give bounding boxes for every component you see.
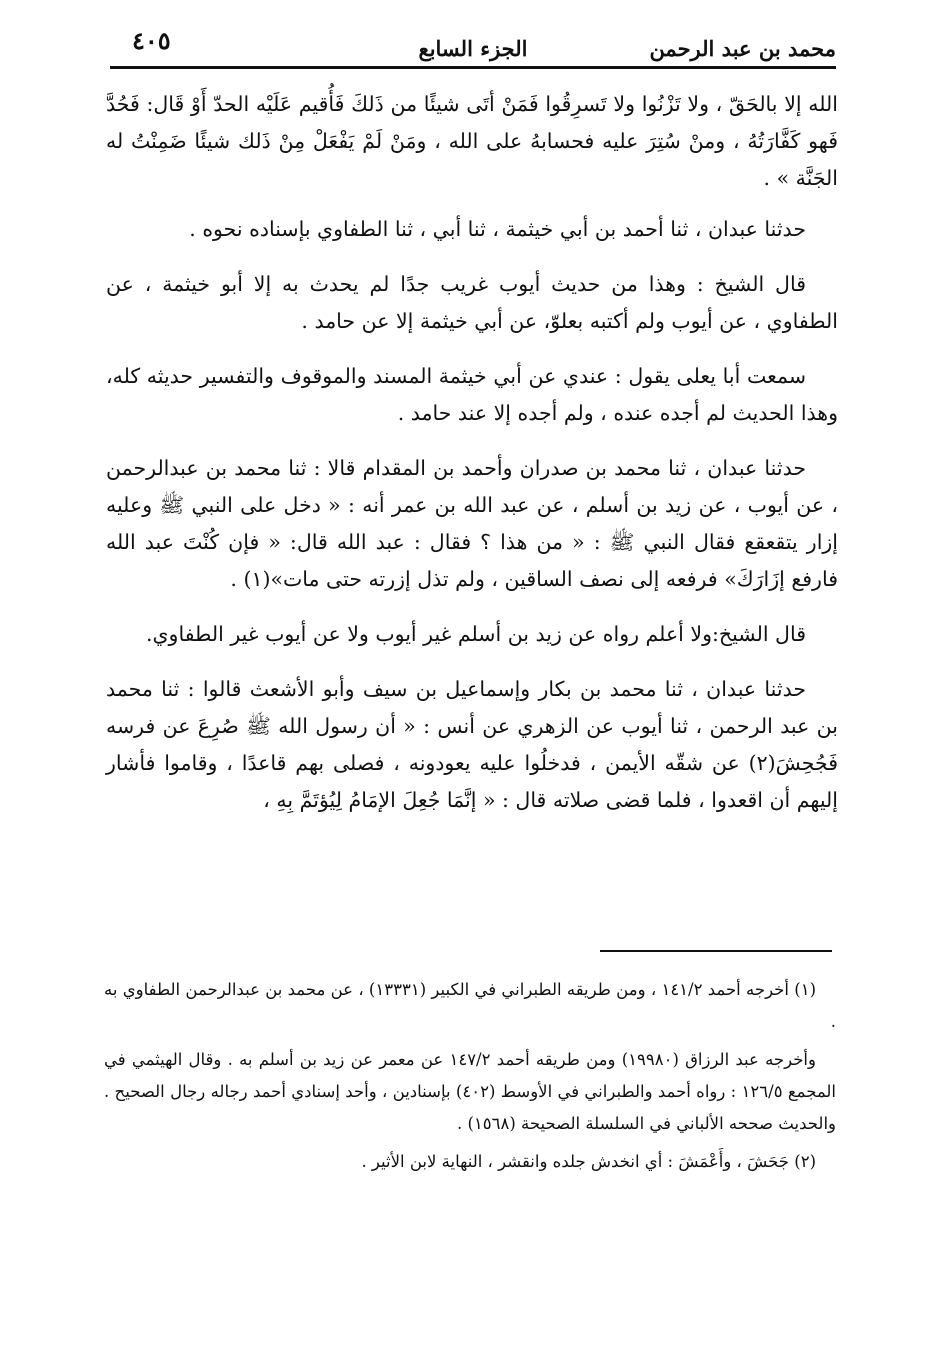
page-number: ٤٠٥ [132, 26, 171, 55]
paragraph-hadith-izar: حدثنا عبدان ، ثنا محمد بن صدران وأحمد بن المقدام قالا : ثنا محمد بن عبدالرحمن ، عن أيوب ، عن زيد بن أسلم ، عن عبد الله بن عمر أنه : « دخل على النبي ﷺ وعليه إزار يتقعقع فقال النبي ﷺ : « من هذا ؟ فقال : عبد الله قال: « فإن كُنْتَ عبد الله فارفع إزَارَكَ» فرفعه إلى نصف الساقين ، ولم تذل إزرته حتى مات»(١) . [106, 456, 838, 591]
header-author: محمد بن عبد الرحمن [649, 36, 836, 61]
paragraph-hadith-continuation: الله إلا بالحَقّ ، ولا تَزْنُوا ولا تَسرِقُوا فَمَنْ أتَى شيئًا من ذَلكَ فَأُقيم عَلَيْه الحدّ أَوْ قَال: فَحُدَّ فَهو كَفَّارَتُهُ ، ومنْ سُتِرَ عليه فحسابهُ على الله ، ومَنْ لَمْ يَفْعَلْ مِنْ ذَلك شيئًا ضَمِنْتُ له الجَنَّة » . [106, 92, 838, 190]
paragraph-isnad-abdan: حدثنا عبدان ، ثنا أحمد بن أبي خيثمة ، ثنا أبي ، ثنا الطفاوي بإسناده نحوه . [189, 217, 806, 241]
paragraph-sheikh-comment-2: قال الشيخ:ولا أعلم رواه عن زيد بن أسلم غير أيوب ولا عن أيوب غير الطفاوي. [145, 622, 806, 646]
footnote-1: (١) أخرجه أحمد ١٤١/٢ ، ومن طريقه الطبراني في الكبير (١٣٣٣١) ، عن محمد بن عبدالرحمن الطفاوي به . [104, 980, 836, 1031]
header-part-title: الجزء السابع [418, 36, 528, 61]
running-header [110, 22, 836, 66]
footnote-2: (٢) جَحَشَ ، وأَعْمَشَ : أي انخدش جلده وانقشر ، النهاية لابن الأثير . [361, 1152, 816, 1171]
main-text [106, 86, 838, 837]
paragraph-hadith-imam: حدثنا عبدان ، ثنا محمد بن بكار وإسماعيل بن سيف وأبو الأشعث قالوا : ثنا محمد بن عبد الرحمن ، ثنا أيوب عن الزهري عن أنس : « أن رسول الله ﷺ صُرِعَ عن فرسه فَجُحِشَ(٢) عن شقّه الأيمن ، فدخلُوا عليه يعودونه ، فصلى بهم قاعدًا ، وقاموا فأشار إليهم أن اقعدوا ، فلما قضى صلاته قال : « إنَّمَا جُعِلَ الإمَامُ لِيُؤتَمَّ بِهِ ، [106, 677, 838, 812]
paragraph-sheikh-comment: قال الشيخ : وهذا من حديث أيوب غريب جدًا لم يحدث به إلا أبو خيثمة ، عن الطفاوي ، عن أيوب ولم أكتبه بعلوّ، عن أبي خيثمة إلا عن حامد . [106, 272, 838, 333]
footnote-1-continued: وأخرجه عبد الرزاق (١٩٩٨٠) ومن طريقه أحمد ١٤٧/٢ عن معمر عن زيد بن أسلم به . وقال الهيثمي في المجمع ١٢٦/٥ : رواه أحمد والطبراني في الأوسط (٤٠٢) بإسنادين ، وأحد إسنادي أحمد رجاله رجال الصحيح . والحديث صححه الألباني في السلسلة الصحيحة (١٥٦٨) . [104, 1050, 837, 1133]
paragraph-abu-yala: سمعت أبا يعلى يقول : عندي عن أبي خيثمة المسند والموقوف والتفسير حديثه كله، وهذا الحديث لم أجده عنده ، ولم أجده إلا عند حامد . [106, 364, 838, 425]
header-divider [110, 66, 836, 69]
footnotes [104, 974, 836, 1184]
footnote-divider [600, 950, 832, 952]
